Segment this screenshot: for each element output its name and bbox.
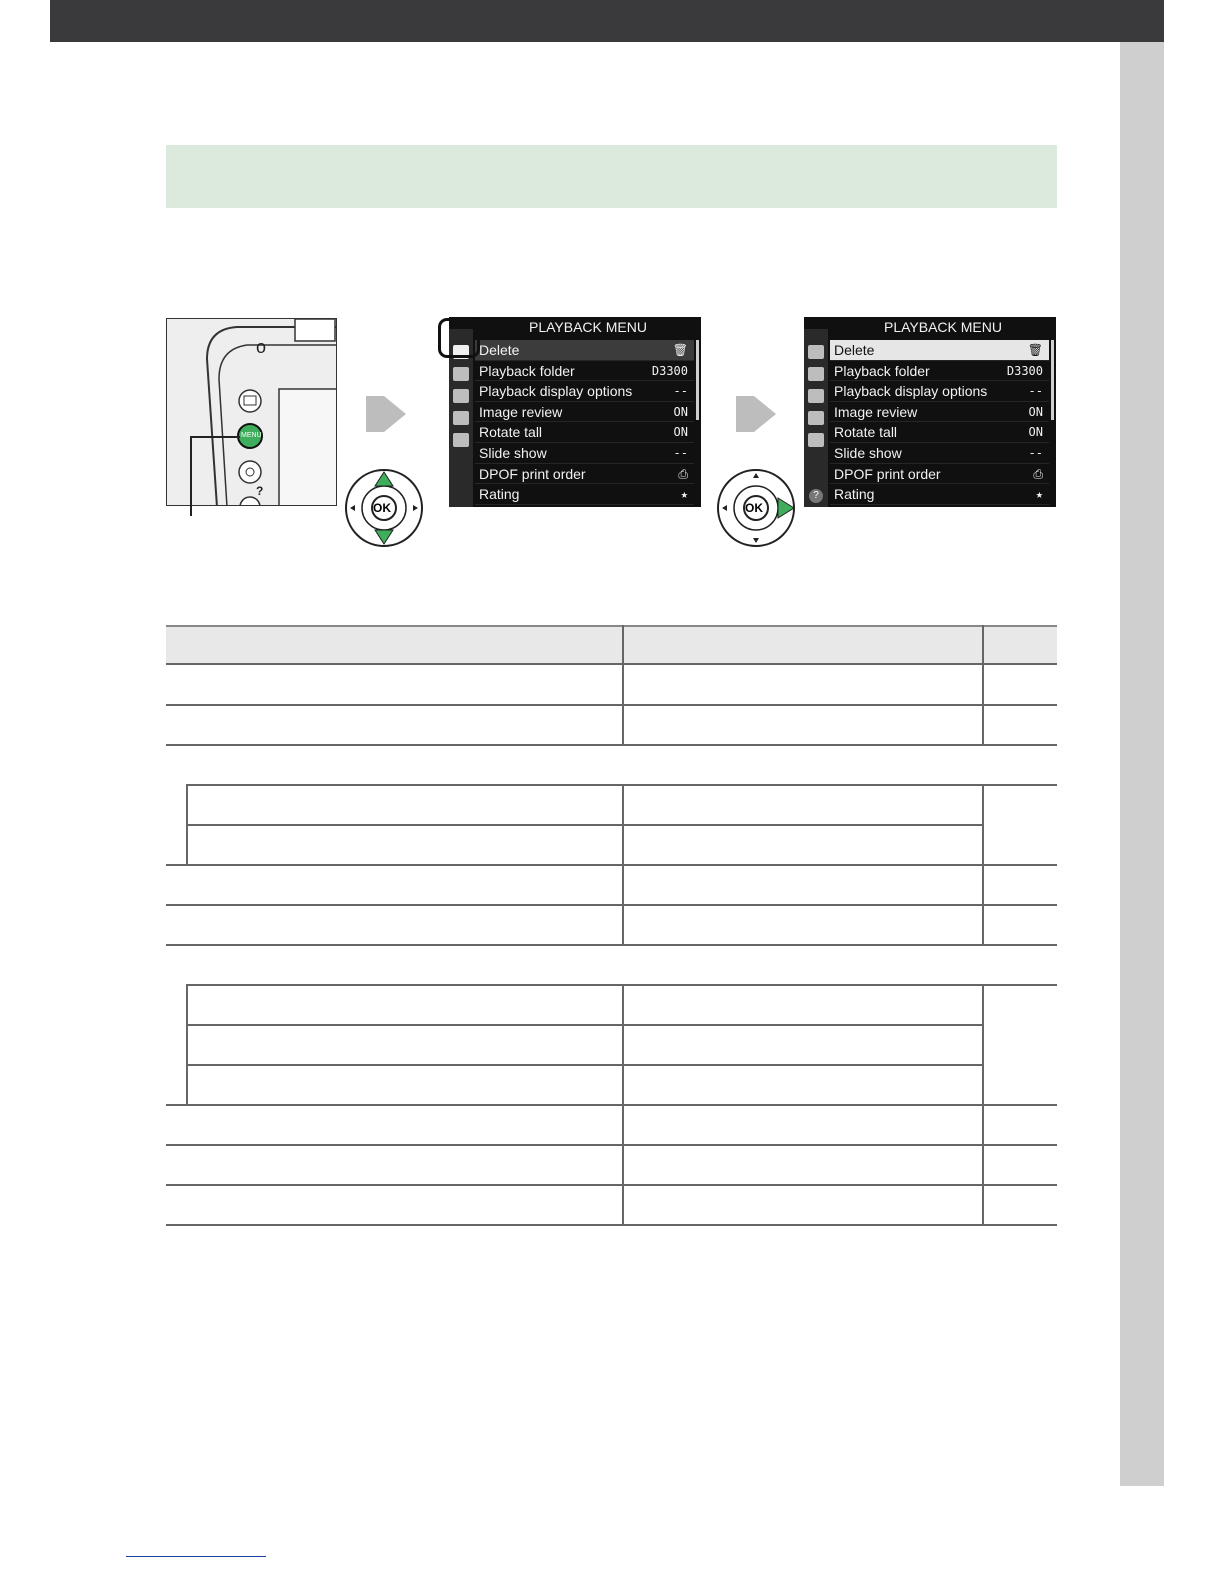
playback-tab-highlight-ring bbox=[438, 318, 480, 358]
menu-item-value: -- bbox=[1028, 445, 1043, 460]
table-rule bbox=[186, 1064, 983, 1066]
lcd-title: PLAYBACK MENU bbox=[884, 319, 1002, 335]
table-rule bbox=[166, 1184, 1057, 1186]
table-rule bbox=[166, 904, 1057, 906]
ok-button-label: OK bbox=[745, 501, 763, 515]
multi-selector-up-down bbox=[344, 468, 424, 548]
power-mark: o bbox=[256, 337, 267, 357]
table-rule bbox=[166, 864, 1057, 866]
multi-selector-right bbox=[716, 468, 796, 548]
menu-item-delete[interactable] bbox=[475, 340, 694, 361]
menu-item-label: Slide show bbox=[834, 444, 902, 461]
menu-item-value: D3300 bbox=[1006, 363, 1043, 378]
table-rule bbox=[186, 824, 983, 826]
print-icon: ⎙ bbox=[1033, 466, 1043, 481]
camera-body-drawing bbox=[167, 319, 337, 506]
menu-item-label: Rotate tall bbox=[479, 424, 543, 441]
menu-item-value: -- bbox=[1028, 384, 1043, 399]
menu-item-image-review[interactable] bbox=[830, 402, 1049, 423]
star-icon: ★ bbox=[680, 487, 688, 502]
playback-menu-screen-1 bbox=[449, 317, 701, 507]
retouch-tab-icon[interactable] bbox=[808, 411, 824, 425]
table-rule bbox=[166, 1104, 1057, 1106]
lcd-menu-list bbox=[830, 340, 1049, 505]
table-header-row bbox=[166, 625, 1057, 665]
print-icon: ⎙ bbox=[678, 466, 688, 481]
table-column-rule bbox=[622, 625, 624, 745]
menu-item-slide-show[interactable] bbox=[830, 443, 1049, 464]
menu-item-label: Slide show bbox=[479, 444, 547, 461]
lcd-tab-column bbox=[804, 329, 828, 507]
side-thumb-strip bbox=[1120, 42, 1164, 1486]
trash-icon: 🗑 bbox=[672, 343, 688, 357]
menu-item-label: DPOF print order bbox=[834, 465, 941, 482]
lcd-scrollbar bbox=[1051, 340, 1054, 420]
menu-item-value: ON bbox=[673, 425, 688, 440]
menu-item-rating[interactable] bbox=[475, 484, 694, 505]
recent-settings-tab-icon[interactable] bbox=[453, 433, 469, 447]
shooting-tab-icon[interactable] bbox=[808, 367, 824, 381]
menu-item-playback-display-options[interactable] bbox=[830, 381, 1049, 402]
menu-item-value: ON bbox=[1028, 404, 1043, 419]
menu-item-label: Rotate tall bbox=[834, 424, 898, 441]
section-heading-band bbox=[166, 145, 1057, 208]
table-rule bbox=[166, 663, 1057, 665]
setup-tab-icon[interactable] bbox=[453, 389, 469, 403]
star-icon: ★ bbox=[1035, 487, 1043, 502]
menu-item-value: ON bbox=[1028, 425, 1043, 440]
retouch-tab-icon[interactable] bbox=[453, 411, 469, 425]
menu-item-label: DPOF print order bbox=[479, 465, 586, 482]
step-arrow-icon bbox=[736, 390, 776, 438]
menu-item-slide-show[interactable] bbox=[475, 443, 694, 464]
table-indent-rule bbox=[186, 985, 188, 1105]
step-arrow-icon bbox=[366, 390, 406, 438]
trash-icon: 🗑 bbox=[1027, 343, 1043, 357]
lcd-title: PLAYBACK MENU bbox=[529, 319, 647, 335]
ok-button-label: OK bbox=[373, 501, 391, 515]
menu-item-rotate-tall[interactable] bbox=[830, 422, 1049, 443]
table-column-rule bbox=[982, 985, 984, 1225]
table-rule bbox=[186, 1024, 983, 1026]
table-rule bbox=[166, 704, 1057, 706]
menu-item-playback-folder[interactable] bbox=[830, 361, 1049, 382]
lcd-scrollbar bbox=[696, 340, 699, 420]
menu-item-value: ON bbox=[673, 404, 688, 419]
menu-item-label: Playback folder bbox=[479, 362, 575, 379]
table-column-rule bbox=[982, 785, 984, 945]
callout-line bbox=[190, 436, 192, 516]
table-column-rule bbox=[622, 785, 624, 945]
menu-item-value: -- bbox=[673, 384, 688, 399]
footer-link-underline[interactable] bbox=[126, 1556, 266, 1557]
menu-item-label: Image review bbox=[834, 403, 918, 420]
table-column-rule bbox=[622, 985, 624, 1225]
menu-item-dpof-print-order[interactable] bbox=[475, 464, 694, 485]
menu-item-label: Playback display options bbox=[479, 383, 633, 400]
lcd-menu-list bbox=[475, 340, 694, 505]
menu-item-label: Playback display options bbox=[834, 383, 988, 400]
menu-item-label: Delete bbox=[834, 342, 875, 358]
menu-item-playback-display-options[interactable] bbox=[475, 381, 694, 402]
table-rule bbox=[166, 1224, 1057, 1226]
table-indent-rule bbox=[186, 785, 188, 865]
playback-menu-screen-2 bbox=[804, 317, 1056, 507]
table-rule bbox=[166, 1144, 1057, 1146]
shooting-tab-icon[interactable] bbox=[453, 367, 469, 381]
menu-item-label: Playback folder bbox=[834, 362, 930, 379]
callout-hook bbox=[190, 436, 240, 438]
recent-settings-tab-icon[interactable] bbox=[808, 433, 824, 447]
menu-item-value: -- bbox=[673, 445, 688, 460]
menu-item-delete[interactable] bbox=[830, 340, 1049, 361]
menu-item-label: Rating bbox=[479, 486, 520, 503]
top-bar bbox=[50, 0, 1164, 42]
table-rule bbox=[166, 944, 1057, 946]
menu-item-image-review[interactable] bbox=[475, 402, 694, 423]
menu-item-dpof-print-order[interactable] bbox=[830, 464, 1049, 485]
menu-item-rotate-tall[interactable] bbox=[475, 422, 694, 443]
menu-item-label: Delete bbox=[479, 342, 520, 358]
help-icon: ? bbox=[809, 489, 823, 503]
menu-item-playback-folder[interactable] bbox=[475, 361, 694, 382]
table-column-rule bbox=[982, 625, 984, 745]
menu-item-label: Rating bbox=[834, 486, 875, 503]
playback-tab-icon[interactable] bbox=[808, 345, 824, 359]
menu-button-label: MENU bbox=[241, 432, 262, 439]
menu-item-rating[interactable] bbox=[830, 484, 1049, 505]
help-mark: ? bbox=[256, 484, 264, 498]
menu-item-label: Image review bbox=[479, 403, 563, 420]
table-rule bbox=[166, 744, 1057, 746]
menu-item-value: D3300 bbox=[651, 363, 688, 378]
setup-tab-icon[interactable] bbox=[808, 389, 824, 403]
